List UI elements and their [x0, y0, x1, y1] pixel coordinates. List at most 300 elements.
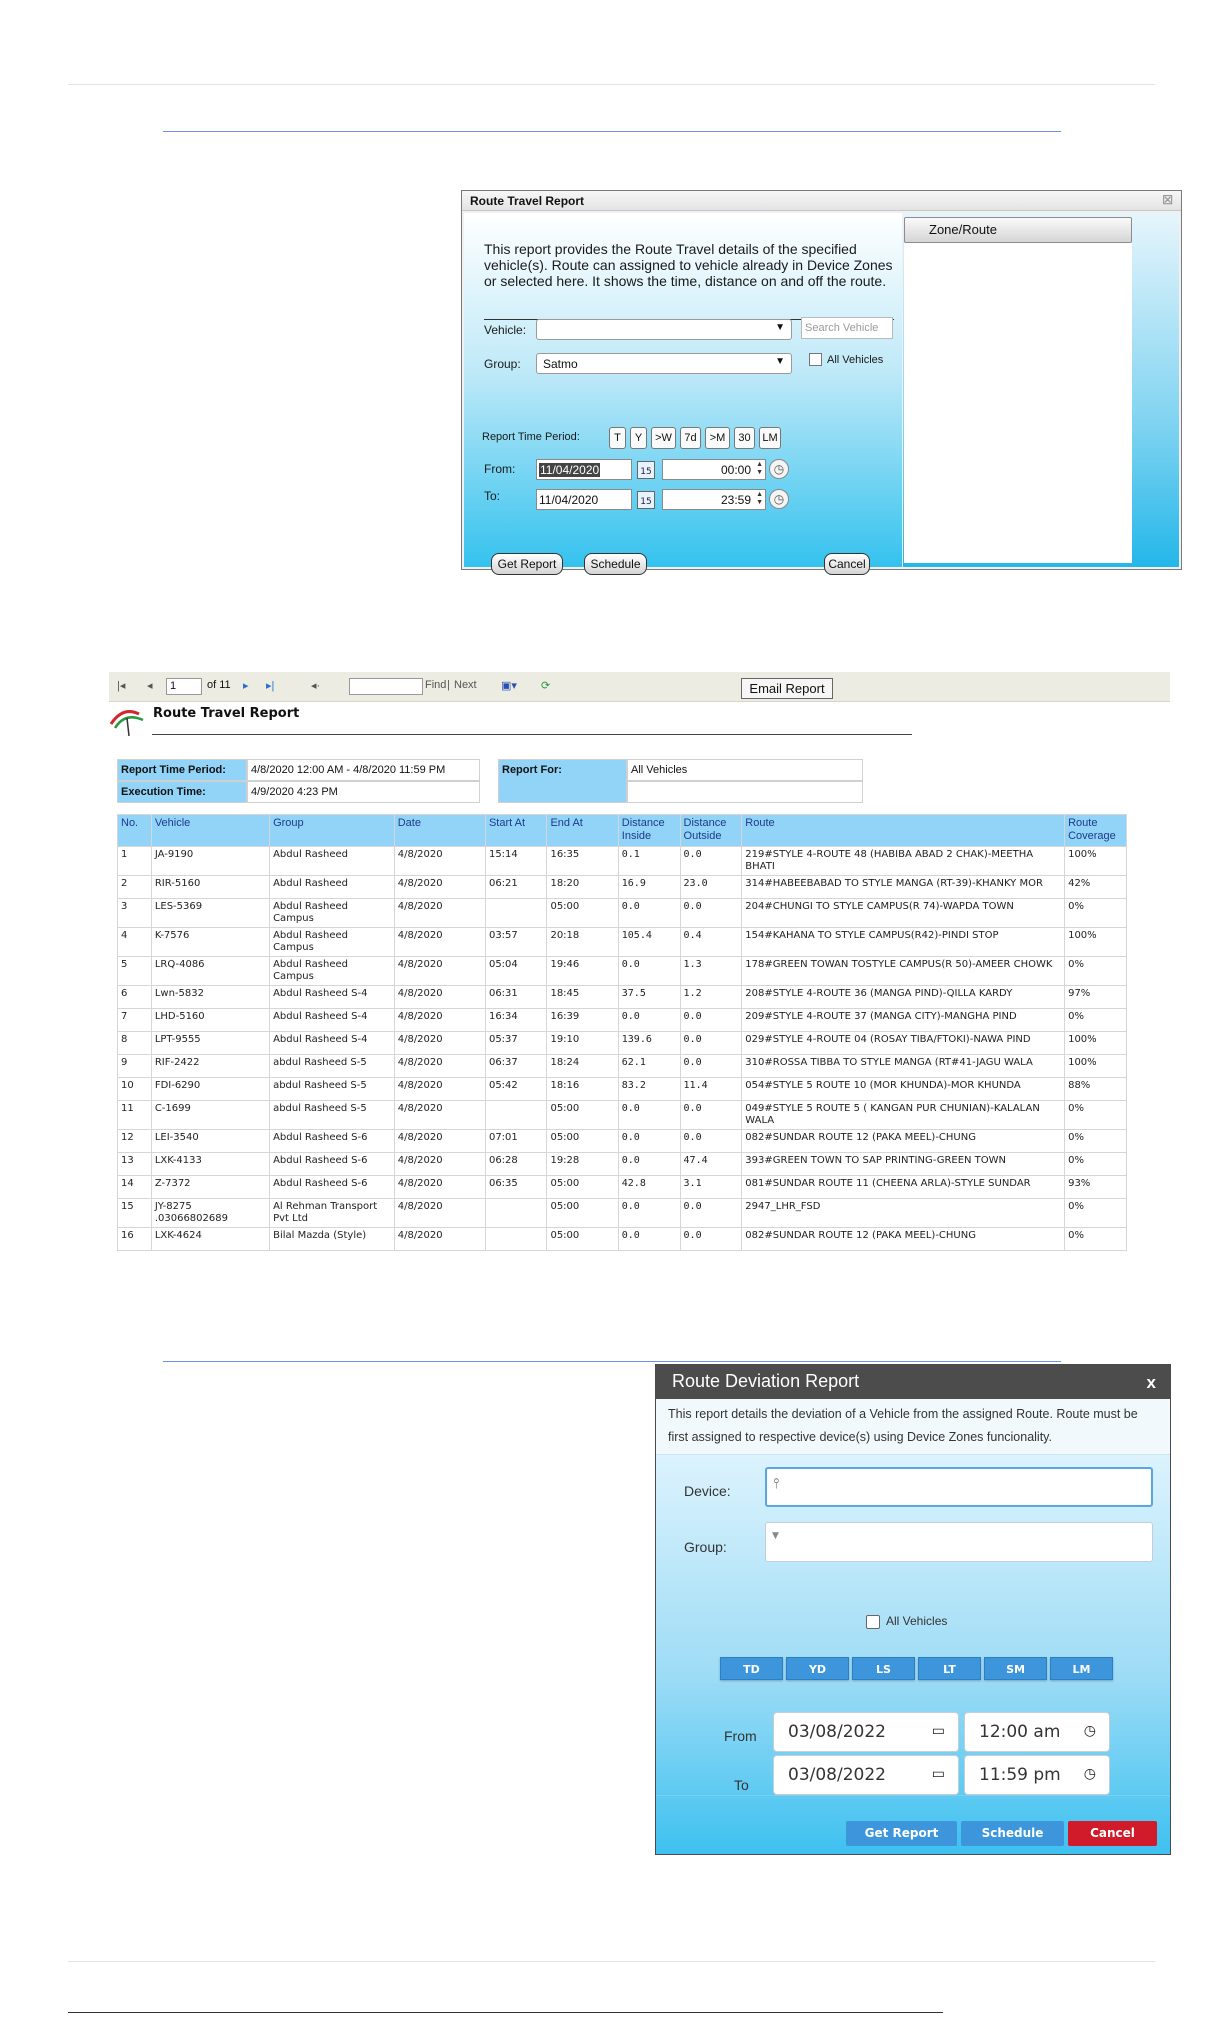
device-label: Device: — [684, 1483, 731, 1499]
to-time-value: 23:59 — [720, 493, 751, 507]
table-cell: 15:14 — [485, 847, 547, 876]
from-label: From: — [484, 462, 516, 476]
table-cell: 0.0 — [618, 1009, 680, 1032]
table-cell: Abdul Rasheed Campus — [270, 928, 395, 957]
table-cell: 208#STYLE 4-ROUTE 36 (MANGA PIND)-QILLA KARDY — [742, 986, 1065, 1009]
table-cell: 100% — [1065, 1055, 1127, 1078]
table-cell: 204#CHUNGI TO STYLE CAMPUS(R 74)-WAPDA TOWN — [742, 899, 1065, 928]
table-cell: 082#SUNDAR ROUTE 12 (PAKA MEEL)-CHUNG — [742, 1228, 1065, 1251]
table-cell: 2 — [118, 876, 152, 899]
table-cell: 0.0 — [618, 1199, 680, 1228]
to-date-value: 03/08/2022 — [788, 1765, 886, 1785]
period-button-7d[interactable]: 7d — [680, 427, 701, 449]
zone-route-list[interactable] — [904, 243, 1132, 563]
table-cell: 9 — [118, 1055, 152, 1078]
table-cell: 4/8/2020 — [394, 957, 485, 986]
previous-page-icon[interactable]: ◂ — [147, 680, 153, 692]
table-cell: LXK-4133 — [151, 1153, 269, 1176]
table-cell: 219#STYLE 4-ROUTE 48 (HABIBA ABAD 2 CHAK)-MEETHA BHATI — [742, 847, 1065, 876]
table-cell: 0.0 — [680, 1130, 742, 1153]
table-cell: LRQ-4086 — [151, 957, 269, 986]
table-cell: 0% — [1065, 957, 1127, 986]
footer-rule — [68, 2012, 943, 2013]
next-link[interactable]: Next — [454, 679, 477, 691]
back-icon[interactable]: ◂· — [311, 680, 321, 692]
table-cell: 5 — [118, 957, 152, 986]
to-label: To — [734, 1777, 749, 1793]
table-row — [118, 899, 1127, 928]
table-cell: 100% — [1065, 928, 1127, 957]
table-cell: JA-9190 — [151, 847, 269, 876]
table-cell: 42.8 — [618, 1176, 680, 1199]
table-row — [118, 1228, 1127, 1251]
table-cell: 05:00 — [547, 899, 618, 928]
table-cell: 83.2 — [618, 1078, 680, 1101]
table-cell: K-7576 — [151, 928, 269, 957]
refresh-icon[interactable]: ⟳ — [541, 680, 551, 692]
period-button-t[interactable]: T — [609, 427, 626, 449]
from-time-value: 00:00 — [720, 463, 751, 477]
table-cell: 4/8/2020 — [394, 986, 485, 1009]
table-cell: 4/8/2020 — [394, 928, 485, 957]
report-title: Route Travel Report — [153, 706, 300, 721]
table-cell: 081#SUNDAR ROUTE 11 (CHEENA ARLA)-STYLE SUNDAR — [742, 1176, 1065, 1199]
table-cell: Al Rehman Transport Pvt Ltd — [270, 1199, 395, 1228]
table-cell: 8 — [118, 1032, 152, 1055]
table-cell: Abdul Rasheed S-6 — [270, 1130, 395, 1153]
table-cell: 05:37 — [485, 1032, 547, 1055]
report-for-extra — [627, 781, 863, 803]
group-label: Group: — [484, 357, 521, 371]
execution-label: Execution Time: — [117, 781, 247, 803]
table-cell: 16:35 — [547, 847, 618, 876]
spinner-icon[interactable]: ▲ ▼ — [756, 491, 763, 506]
table-cell: 4/8/2020 — [394, 1101, 485, 1130]
find-input[interactable] — [349, 678, 423, 695]
table-cell: 1.3 — [680, 957, 742, 986]
period-label: Report Time Period: — [482, 431, 580, 443]
email-report-button[interactable]: Email Report — [741, 678, 833, 699]
table-cell: 88% — [1065, 1078, 1127, 1101]
table-cell: 05:42 — [485, 1078, 547, 1101]
table-cell: 4/8/2020 — [394, 1032, 485, 1055]
to-date-value: 11/04/2020 — [539, 493, 599, 507]
table-cell: 2947_LHR_FSD — [742, 1199, 1065, 1228]
table-cell: 4/8/2020 — [394, 1078, 485, 1101]
table-cell: 0% — [1065, 1199, 1127, 1228]
table-cell: LES-5369 — [151, 899, 269, 928]
table-row — [118, 928, 1127, 957]
search-vehicle-input[interactable]: Search Vehicle — [801, 317, 893, 339]
period-button-y[interactable]: Y — [630, 427, 647, 449]
column-header: Route — [742, 815, 1065, 847]
table-cell: 0.0 — [680, 1009, 742, 1032]
table-cell: 0.0 — [618, 957, 680, 986]
to-time-input[interactable] — [662, 489, 766, 510]
report-toolbar — [109, 672, 1170, 702]
table-cell: 16:34 — [485, 1009, 547, 1032]
period-value: 4/8/2020 12:00 AM - 4/8/2020 11:59 PM — [247, 759, 480, 781]
calendar-icon[interactable]: ▭ — [931, 1766, 945, 1782]
table-cell: 18:45 — [547, 986, 618, 1009]
period-label: Report Time Period: — [117, 759, 247, 781]
table-cell: 19:46 — [547, 957, 618, 986]
table-cell: 105.4 — [618, 928, 680, 957]
table-cell: 16.9 — [618, 876, 680, 899]
route-deviation-form — [656, 1455, 1170, 1854]
to-time-input[interactable] — [964, 1755, 1110, 1795]
table-cell: 4/8/2020 — [394, 1055, 485, 1078]
column-header: Group — [270, 815, 395, 847]
to-label: To: — [484, 489, 501, 503]
clock-icon[interactable]: ◷ — [1083, 1766, 1096, 1782]
table-cell: 0% — [1065, 1153, 1127, 1176]
table-row — [118, 1199, 1127, 1228]
to-time-value: 11:59 pm — [979, 1765, 1061, 1785]
table-cell: 15 — [118, 1199, 152, 1228]
from-time-input[interactable] — [662, 459, 766, 480]
table-cell: LXK-4624 — [151, 1228, 269, 1251]
table-cell: 42% — [1065, 876, 1127, 899]
table-cell: Abdul Rasheed S-6 — [270, 1153, 395, 1176]
period-button-lt[interactable]: LT — [918, 1657, 981, 1680]
table-cell: 4/8/2020 — [394, 1130, 485, 1153]
calendar-icon[interactable]: ▭ — [931, 1723, 945, 1739]
table-cell: 0.4 — [680, 928, 742, 957]
table-cell: 19:28 — [547, 1153, 618, 1176]
cancel-button[interactable]: Cancel — [1068, 1821, 1157, 1846]
table-cell: 06:35 — [485, 1176, 547, 1199]
table-cell — [485, 1199, 547, 1228]
table-cell — [485, 1228, 547, 1251]
column-header: Vehicle — [151, 815, 269, 847]
table-cell: 0% — [1065, 1228, 1127, 1251]
table-cell: Abdul Rasheed — [270, 847, 395, 876]
group-value: Satmo — [543, 357, 578, 371]
table-cell: 4/8/2020 — [394, 847, 485, 876]
period-button-30[interactable]: 30 — [734, 427, 755, 449]
clock-icon[interactable]: ◷ — [1083, 1723, 1096, 1739]
table-cell: 082#SUNDAR ROUTE 12 (PAKA MEEL)-CHUNG — [742, 1130, 1065, 1153]
table-cell: 393#GREEN TOWN TO SAP PRINTING-GREEN TOWN — [742, 1153, 1065, 1176]
table-cell: 178#GREEN TOWAN TOSTYLE CAMPUS(R 50)-AMEER CHOWK — [742, 957, 1065, 986]
table-cell: 0.0 — [680, 1199, 742, 1228]
table-cell: 05:00 — [547, 1228, 618, 1251]
section-rule-2 — [163, 1361, 1061, 1362]
table-cell: 06:37 — [485, 1055, 547, 1078]
table-cell: LEI-3540 — [151, 1130, 269, 1153]
table-cell: 20:18 — [547, 928, 618, 957]
table-cell: 16:39 — [547, 1009, 618, 1032]
column-header: Distance Inside — [618, 815, 680, 847]
table-cell: 19:10 — [547, 1032, 618, 1055]
table-cell: 18:16 — [547, 1078, 618, 1101]
table-cell: 4/8/2020 — [394, 876, 485, 899]
table-cell: 4/8/2020 — [394, 1228, 485, 1251]
cancel-button[interactable]: Cancel — [824, 553, 870, 575]
table-cell: RIR-5160 — [151, 876, 269, 899]
all-vehicles-label: All Vehicles — [886, 1614, 948, 1628]
from-label: From — [724, 1728, 757, 1744]
from-time-input[interactable] — [964, 1712, 1110, 1752]
table-cell: 11.4 — [680, 1078, 742, 1101]
period-button-sm[interactable]: SM — [984, 1657, 1047, 1680]
table-cell — [485, 899, 547, 928]
all-vehicles-label: All Vehicles — [827, 354, 884, 366]
table-cell: 18:24 — [547, 1055, 618, 1078]
column-header: End At — [547, 815, 618, 847]
execution-value: 4/9/2020 4:23 PM — [247, 781, 480, 803]
table-cell: 03:57 — [485, 928, 547, 957]
table-cell: 0.0 — [680, 1032, 742, 1055]
table-row — [118, 876, 1127, 899]
table-cell: 0% — [1065, 899, 1127, 928]
route-deviation-header — [656, 1365, 1170, 1399]
table-cell: 06:21 — [485, 876, 547, 899]
from-date-input[interactable] — [536, 459, 632, 480]
table-cell: 0.0 — [618, 1228, 680, 1251]
table-cell: C-1699 — [151, 1101, 269, 1130]
dropdown-arrow-icon: ▼ — [775, 356, 785, 367]
first-page-icon[interactable]: |◂ — [117, 680, 126, 692]
route-travel-title: Route Travel Report — [470, 194, 585, 208]
period-button-yd[interactable]: YD — [786, 1657, 849, 1680]
table-cell — [485, 1101, 547, 1130]
table-cell: 37.5 — [618, 986, 680, 1009]
table-cell: 0.0 — [680, 1055, 742, 1078]
table-cell: 62.1 — [618, 1055, 680, 1078]
table-cell: 0% — [1065, 1101, 1127, 1130]
vehicle-select[interactable] — [536, 319, 792, 340]
table-cell: 3 — [118, 899, 152, 928]
table-cell: 07:01 — [485, 1130, 547, 1153]
table-cell: 4/8/2020 — [394, 1199, 485, 1228]
from-date-value: 11/04/2020 — [540, 463, 600, 477]
table-cell: 12 — [118, 1130, 152, 1153]
section-rule-1 — [163, 131, 1061, 132]
table-cell: 154#KAHANA TO STYLE CAMPUS(R42)-PINDI STOP — [742, 928, 1065, 957]
table-cell: 0.0 — [680, 1228, 742, 1251]
table-cell: 209#STYLE 4-ROUTE 37 (MANGA CITY)-MANGHA PIND — [742, 1009, 1065, 1032]
table-cell: 6 — [118, 986, 152, 1009]
table-cell: Abdul Rasheed — [270, 876, 395, 899]
table-cell: Lwn-5832 — [151, 986, 269, 1009]
group-select[interactable] — [536, 353, 792, 374]
group-label: Group: — [684, 1539, 727, 1555]
table-cell: 0.0 — [618, 1101, 680, 1130]
table-cell: 4 — [118, 928, 152, 957]
dropdown-arrow-icon: ▼ — [772, 1531, 779, 1541]
table-cell: 47.4 — [680, 1153, 742, 1176]
table-cell: 93% — [1065, 1176, 1127, 1199]
table-cell: 4/8/2020 — [394, 899, 485, 928]
next-page-icon[interactable]: ▸ — [243, 680, 249, 692]
table-row — [118, 1130, 1127, 1153]
title-underline — [152, 734, 912, 735]
table-cell: 05:04 — [485, 957, 547, 986]
calendar-icon[interactable]: 15 — [637, 491, 655, 509]
table-cell: 05:00 — [547, 1199, 618, 1228]
schedule-button[interactable]: Schedule — [584, 553, 647, 575]
zone-route-tab[interactable]: Zone/Route — [904, 217, 1132, 243]
get-report-button[interactable]: Get Report — [846, 1821, 957, 1846]
table-cell: Abdul Rasheed S-4 — [270, 1009, 395, 1032]
period-button-td[interactable]: TD — [720, 1657, 783, 1680]
get-report-button[interactable]: Get Report — [491, 553, 563, 575]
table-row — [118, 847, 1127, 876]
table-cell: 11 — [118, 1101, 152, 1130]
table-row — [118, 1032, 1127, 1055]
clock-icon[interactable]: ◷ — [769, 459, 789, 479]
dropdown-arrow-icon: ▼ — [775, 322, 785, 333]
company-logo-icon — [109, 702, 149, 736]
table-cell: Bilal Mazda (Style) — [270, 1228, 395, 1251]
table-cell: 18:20 — [547, 876, 618, 899]
table-cell: JY-8275 .03066802689 — [151, 1199, 269, 1228]
table-cell: 054#STYLE 5 ROUTE 10 (MOR KHUNDA)-MOR KHUNDA — [742, 1078, 1065, 1101]
table-row — [118, 1153, 1127, 1176]
column-header: No. — [118, 815, 152, 847]
all-vehicles-checkbox[interactable] — [809, 353, 822, 366]
period-button-lm[interactable]: LM — [759, 427, 781, 449]
page-count: of 11 — [207, 679, 231, 691]
table-cell: 029#STYLE 4-ROUTE 04 (ROSAY TIBA/FTOKI)-NAWA PIND — [742, 1032, 1065, 1055]
calendar-icon[interactable]: 15 — [637, 461, 655, 479]
table-cell: 1 — [118, 847, 152, 876]
table-cell: 1.2 — [680, 986, 742, 1009]
table-cell: abdul Rasheed S-5 — [270, 1078, 395, 1101]
table-cell: 13 — [118, 1153, 152, 1176]
table-cell: 310#ROSSA TIBBA TO STYLE MANGA (RT#41-JAGU WALA — [742, 1055, 1065, 1078]
report-for-label: Report For: — [498, 759, 627, 803]
table-cell: 4/8/2020 — [394, 1153, 485, 1176]
table-cell: LPT-9555 — [151, 1032, 269, 1055]
text-cursor-icon: ⫯ — [773, 1476, 780, 1492]
device-input[interactable] — [765, 1467, 1153, 1507]
route-travel-form — [464, 213, 902, 571]
table-cell: 10 — [118, 1078, 152, 1101]
table-cell: 314#HABEEBABAD TO STYLE MANGA (RT-39)-KHANKY MOR — [742, 876, 1065, 899]
route-deviation-title: Route Deviation Report — [672, 1371, 860, 1391]
header-rule — [68, 84, 1155, 85]
table-cell: 05:00 — [547, 1130, 618, 1153]
report-for-value: All Vehicles — [627, 759, 863, 781]
table-cell: Z-7372 — [151, 1176, 269, 1199]
route-travel-table — [117, 814, 1127, 1251]
to-date-input[interactable] — [536, 489, 632, 510]
close-icon[interactable]: x — [1146, 1373, 1156, 1392]
table-row — [118, 986, 1127, 1009]
column-header: Route Coverage — [1065, 815, 1127, 847]
table-cell: 0.1 — [618, 847, 680, 876]
route-travel-titlebar — [462, 191, 1181, 211]
column-header: Start At — [485, 815, 547, 847]
schedule-button[interactable]: Schedule — [961, 1821, 1064, 1846]
period-button-week[interactable]: >W — [651, 427, 676, 449]
table-cell: 049#STYLE 5 ROUTE 5 ( KANGAN PUR CHUNIAN)-KALALAN WALA — [742, 1101, 1065, 1130]
period-button-lm[interactable]: LM — [1050, 1657, 1113, 1680]
find-link[interactable]: Find — [425, 679, 447, 691]
period-button-ls[interactable]: LS — [852, 1657, 915, 1680]
table-cell: 05:00 — [547, 1101, 618, 1130]
table-cell: 139.6 — [618, 1032, 680, 1055]
footer-top-rule — [68, 1961, 1155, 1962]
table-cell: 4/8/2020 — [394, 1009, 485, 1032]
table-cell: 23.0 — [680, 876, 742, 899]
table-cell: FDI-6290 — [151, 1078, 269, 1101]
table-cell: 14 — [118, 1176, 152, 1199]
table-cell: 7 — [118, 1009, 152, 1032]
table-cell: 16 — [118, 1228, 152, 1251]
column-header: Distance Outside — [680, 815, 742, 847]
route-deviation-description: This report details the deviation of a Vehicle from the assigned Route. Route must be first assigned to respective device(s) using Device Zones funcionality. — [656, 1399, 1170, 1455]
table-cell: 97% — [1065, 986, 1127, 1009]
close-icon[interactable]: ☒ — [1162, 193, 1173, 207]
table-cell: 0.0 — [618, 899, 680, 928]
table-cell: 4/8/2020 — [394, 1176, 485, 1199]
vehicle-label: Vehicle: — [484, 323, 527, 337]
table-cell: RIF-2422 — [151, 1055, 269, 1078]
table-cell: Abdul Rasheed S-4 — [270, 986, 395, 1009]
table-cell: 0% — [1065, 1009, 1127, 1032]
table-cell: 0.0 — [680, 899, 742, 928]
from-date-input[interactable] — [773, 1712, 959, 1752]
all-vehicles-checkbox[interactable] — [866, 1615, 880, 1629]
spinner-icon[interactable]: ▲ ▼ — [756, 461, 763, 476]
table-row — [118, 1009, 1127, 1032]
table-row — [118, 1176, 1127, 1199]
table-row — [118, 1055, 1127, 1078]
table-cell: Abdul Rasheed Campus — [270, 899, 395, 928]
page-number-input[interactable]: 1 — [166, 678, 202, 695]
footer-divider — [656, 1795, 1170, 1796]
table-cell: LHD-5160 — [151, 1009, 269, 1032]
to-date-input[interactable] — [773, 1755, 959, 1795]
export-icon[interactable]: ▣▾ — [501, 680, 517, 692]
table-row — [118, 1078, 1127, 1101]
route-travel-description: This report provides the Route Travel details of the specified vehicle(s). Route can assigned to vehicle already in Device Zones or selected here. It shows the time, distance on and off the route. — [484, 241, 893, 289]
group-select[interactable] — [765, 1522, 1153, 1562]
table-cell: abdul Rasheed S-5 — [270, 1101, 395, 1130]
table-cell: 100% — [1065, 1032, 1127, 1055]
table-header-row — [118, 815, 1127, 847]
table-cell: 100% — [1065, 847, 1127, 876]
table-cell: 0.0 — [680, 847, 742, 876]
separator: | — [447, 679, 450, 691]
table-cell: 06:28 — [485, 1153, 547, 1176]
table-cell: 06:31 — [485, 986, 547, 1009]
table-cell: 0% — [1065, 1130, 1127, 1153]
table-cell: Abdul Rasheed Campus — [270, 957, 395, 986]
column-header: Date — [394, 815, 485, 847]
route-deviation-dialog — [655, 1364, 1171, 1855]
from-time-value: 12:00 am — [979, 1722, 1061, 1742]
table-cell: 3.1 — [680, 1176, 742, 1199]
table-cell: 0.0 — [618, 1153, 680, 1176]
route-travel-dialog — [461, 190, 1182, 570]
period-button-month[interactable]: >M — [705, 427, 730, 449]
table-cell: 0.0 — [618, 1130, 680, 1153]
table-row — [118, 1101, 1127, 1130]
clock-icon[interactable]: ◷ — [769, 489, 789, 509]
table-cell: 0.0 — [680, 1101, 742, 1130]
table-cell: abdul Rasheed S-5 — [270, 1055, 395, 1078]
last-page-icon[interactable]: ▸| — [266, 680, 275, 692]
table-row — [118, 957, 1127, 986]
table-cell: Abdul Rasheed S-6 — [270, 1176, 395, 1199]
table-body — [118, 847, 1127, 1251]
table-cell: Abdul Rasheed S-4 — [270, 1032, 395, 1055]
